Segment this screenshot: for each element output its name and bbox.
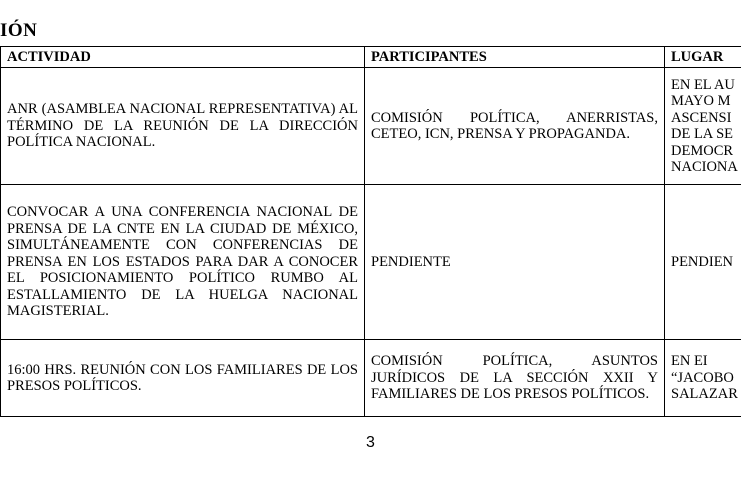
activity-cell: CONVOCAR A UNA CONFERENCIA NACIONAL DE PRENSA DE LA CNTE EN LA CIUDAD DE MÉXICO, SIMULTÁNEAMENTE CON CONFERENCIAS DE PRENSA EN LOS ESTADOS PARA DAR A CONOCER EL POSICIONAMIENTO POLÍTICO RUMBO AL ESTALLAMIENTO DE LA HUELGA NACIONAL MAGISTERIAL. [1,185,365,340]
place-line: EN EI [671,353,708,370]
participants-cell: PENDIENTE [365,185,665,340]
table-row [1,68,741,185]
place-line: NACIONA [671,159,738,175]
place-cell [665,68,741,185]
place-line: “JACOBO [671,369,734,386]
table-row [1,340,741,417]
header-place: LUGAR [665,47,741,68]
place-line: EN EL AU [671,76,735,93]
page-number: 3 [366,434,375,451]
table-row [1,185,741,340]
activity-cell: ANR (ASAMBLEA NACIONAL REPRESENTATIVA) AL TÉRMINO DE LA REUNIÓN DE LA DIRECCIÓN POLÍTICA NACIONAL. [1,68,365,185]
place-cell [665,340,741,417]
table-header-row [1,47,741,68]
place-line: PENDIEN [671,253,734,270]
place-line: DEMOCR [671,142,734,159]
header-participants: PARTICIPANTES [365,47,665,68]
header-activity: ACTIVIDAD [1,47,365,68]
place-line: DE LA SE [671,126,734,142]
place-line: ASCENSI [671,109,732,126]
place-line: MAYO M [671,93,731,109]
activity-cell: 16:00 HRS. REUNIÓN CON LOS FAMILIARES DE LOS PRESOS POLÍTICOS. [1,340,365,417]
participants-cell: COMISIÓN POLÍTICA, ANERRISTAS, CETEO, ICN, PRENSA Y PROPAGANDA. [365,68,665,185]
section-heading: IÓN [0,20,38,41]
place-cell [665,185,741,340]
activities-table [0,46,741,417]
participants-cell: COMISIÓN POLÍTICA, ASUNTOS JURÍDICOS DE LA SECCIÓN XXII Y FAMILIARES DE LOS PRESOS POLÍTICOS. [365,340,665,417]
place-line: SALAZAR [671,386,738,403]
